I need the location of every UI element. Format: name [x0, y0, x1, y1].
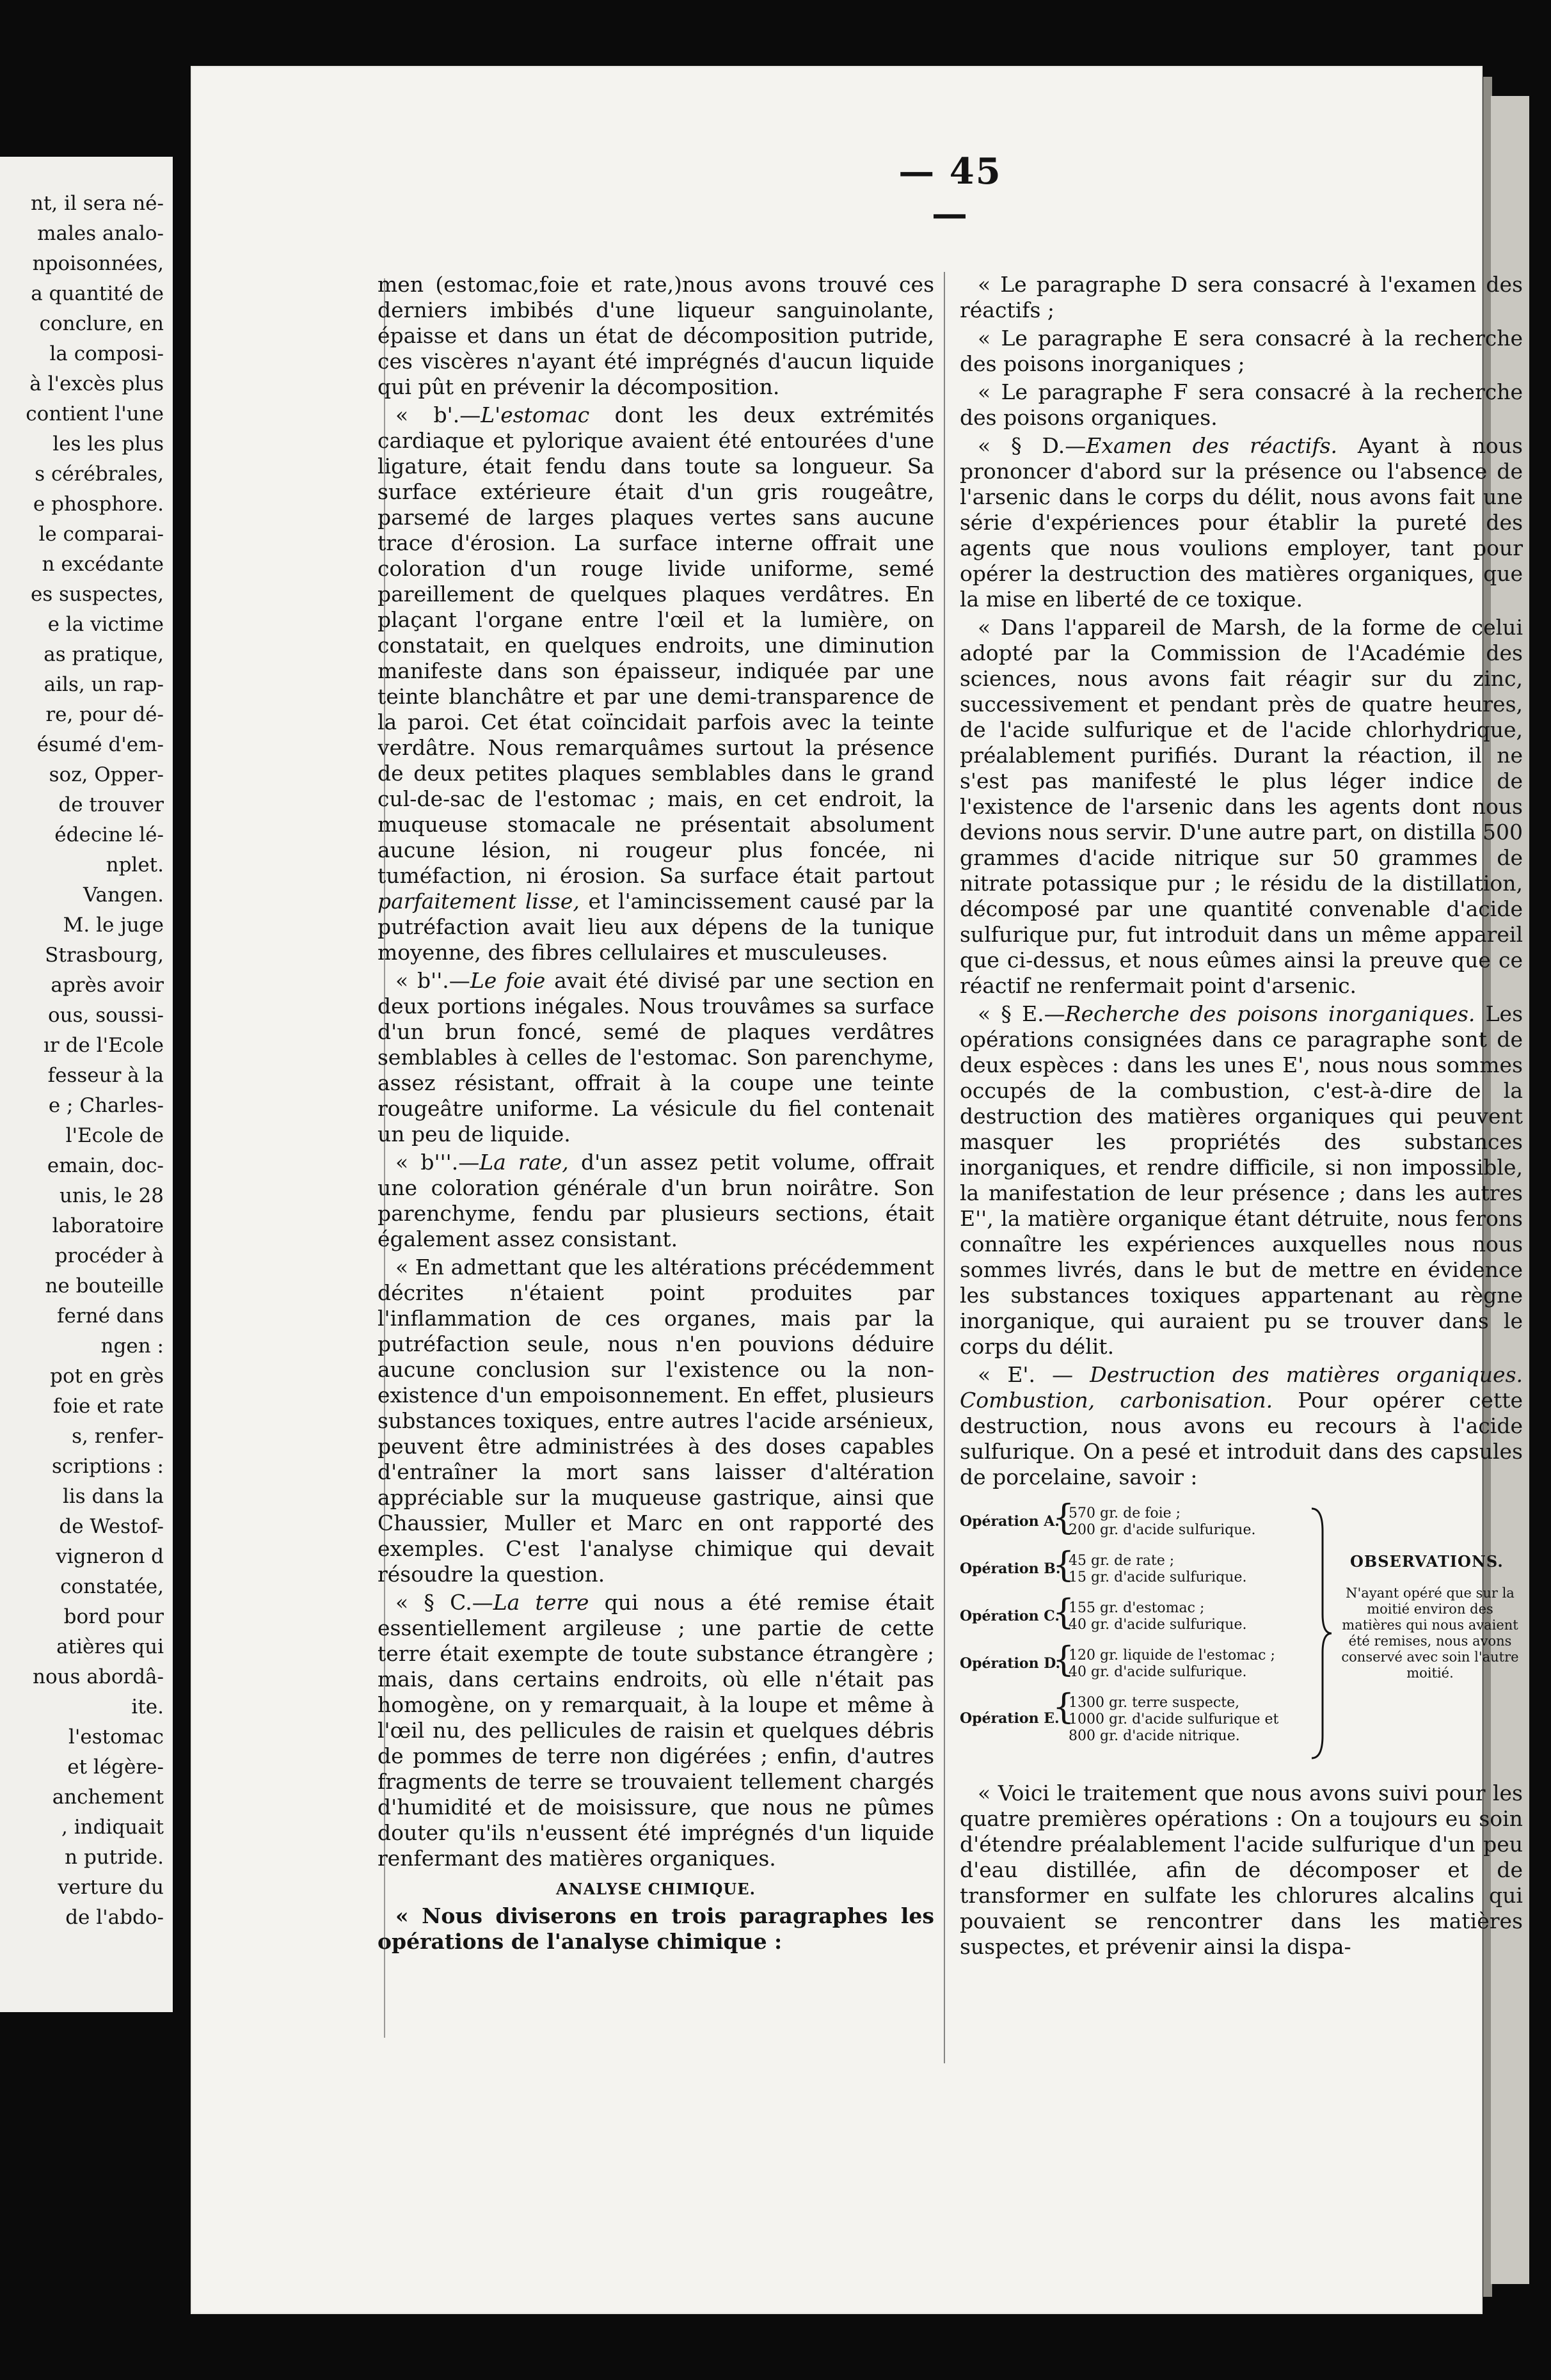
column-rule-center	[944, 272, 945, 2063]
left-fragment-line: fesseur à la	[47, 1064, 164, 1087]
left-fragment-line: conclure, en	[39, 312, 164, 335]
left-fragment-line: foie et rate	[52, 1395, 164, 1418]
left-fragment-line: lis dans la	[62, 1485, 164, 1508]
left-fragment-line: procéder à	[54, 1244, 164, 1267]
paragraph: « E'. — Destruction des matières organiques. Combustion, carbonisation. Pour opérer cette destruction, nous avons eu recours à l'acide sulfurique. On a pesé et introduit dans des capsules de porcelaine, savoir :	[960, 1362, 1523, 1489]
left-fragment-line: , indiquait	[61, 1816, 164, 1839]
operation-quantities	[1069, 1647, 1312, 1681]
left-fragment-line: s cérébrales,	[35, 463, 164, 486]
left-fragment-line: vigneron d	[56, 1545, 164, 1568]
paragraph: « Nous diviserons en trois paragraphes les opérations de l'analyse chimique :	[378, 1903, 934, 1954]
left-fragment-line: soz, Opper-	[49, 763, 164, 786]
right-column	[960, 272, 1523, 1962]
quantity-line: 570 gr. de foie ;	[1069, 1505, 1181, 1521]
paragraph: « En admettant que les altérations précédemment décrites n'étaient point produites par l'inflammation de ces organes, mais par la putréfaction seule, nous n'en pouvions déduire aucune conclusion sur l'existence ou la non-existence d'un empoisonnement. En effet, plusieurs substances toxiques, entre autres l'acide arsénieux, peuvent être administrées à des doses capables d'entraîner la mort sans laisser d'altération appréciable sur la muqueuse gastrique, ainsi que Chaussier, Muller et Marc en ont rapporté des exemples. C'est l'analyse chimique qui devait résoudre la question.	[378, 1255, 934, 1587]
left-fragment-line: contient l'une	[26, 402, 164, 425]
left-fragment-line: M. le juge	[63, 914, 164, 937]
left-fragment-line: npoisonnées,	[32, 252, 164, 275]
left-fragment-line: ite.	[131, 1695, 164, 1718]
left-fragment-line: l'Ecole de	[65, 1124, 164, 1147]
left-fragment-line: Strasbourg,	[45, 944, 164, 967]
left-fragment-line: Vangen.	[83, 884, 164, 907]
left-fragment-line: ır de l'Ecole	[44, 1034, 164, 1057]
operation-quantities	[1069, 1600, 1312, 1633]
paragraph: « § D.—Examen des réactifs. Ayant à nous prononcer d'abord sur la présence ou l'absence de l'arsenic dans le corps du délit, nous avons fait une série d'expériences pour établir la pureté des agents que nous voulions employer, tant pour opérer la destruction des matières organiques, que la mise en liberté de ce toxique.	[960, 433, 1523, 612]
brace-icon: {	[1053, 1544, 1075, 1585]
left-fragment-line: ferné dans	[56, 1305, 164, 1328]
paragraph: men (estomac,foie et rate,)nous avons trouvé ces derniers imbibés d'une liqueur sanguinolante, épaisse et dans un état de décomposition putride, ces viscères n'ayant été imprégnés d'aucun liquide qui pût en prévenir la décomposition.	[378, 272, 934, 399]
brace-icon: {	[1053, 1592, 1075, 1632]
operation-quantities	[1069, 1553, 1312, 1586]
left-fragment-line: ails, un rap-	[44, 673, 164, 696]
left-fragment-line: à l'excès plus	[29, 372, 164, 395]
left-fragment-line: le comparai-	[38, 523, 164, 546]
quantity-line: 40 gr. d'acide sulfurique.	[1069, 1664, 1247, 1680]
left-fragment-line: bord pour	[63, 1605, 164, 1628]
left-fragment-line: l'estomac	[68, 1726, 164, 1749]
quantity-line: 155 gr. d'estomac ;	[1069, 1600, 1205, 1616]
quantity-line: 40 gr. d'acide sulfurique.	[1069, 1617, 1247, 1633]
paragraph: « Dans l'appareil de Marsh, de la forme de celui adopté par la Commission de l'Académie des sciences, nous avons fait réagir sur du zinc, successivement et pendant près de quatre heures, de l'acide sulfurique et de l'acide chlorhydrique, préalablement purifiés. Durant la réaction, il ne s'est pas manifesté le plus léger indice de l'existence de l'arsenic dans les agents dont nous devions nous servir. D'une autre part, on distilla 500 grammes d'acide nitrique sur 50 grammes de nitrate potassique pur ; le résidu de la distillation, décomposé par une quantité convenable d'acide sulfurique pur, fut introduit dans un même appareil que ci-dessus, et nous eûmes ainsi la preuve que ce réactif ne renfermait point d'arsenic.	[960, 615, 1523, 998]
quantity-line: 1000 gr. d'acide sulfurique et	[1069, 1711, 1279, 1727]
left-fragment-line: constatée,	[60, 1575, 164, 1598]
left-fragment-line: es suspectes,	[30, 583, 164, 606]
paragraph: « b''.—Le foie avait été divisé par une section en deux portions inégales. Nous trouvâmes sa surface d'un brun foncé, semé de plaques verdâtres semblables à celles de l'estomac. Son parenchyme, assez résistant, offrait à la coupe une teinte rougeâtre uniforme. La vésicule du fiel contenait un peu de liquide.	[378, 968, 935, 1146]
left-fragment-line: verture du	[58, 1876, 164, 1899]
observations-title: OBSERVATIONS.	[1350, 1552, 1504, 1571]
paragraph: « § E.—Recherche des poisons inorganiques. Les opérations consignées dans ce paragraphe sont de deux espèces : dans les unes E', nous nous sommes occupés de la combustion, c'est-à-dire de la destruction des matières organiques qui peuvent masquer les propriétés des substances inorganiques, et rendre difficile, si non impossible, la manifestation de leur présence ; dans les autres E'', la matière organique étant détruite, nous ferons connaître les expériences auxquelles nous nous sommes livrés, dans le but de mettre en évidence les substances toxiques appartenant au règne inorganique, qui auraient pu se trouver dans le corps du délit.	[960, 1001, 1523, 1359]
closing-brace	[1308, 1505, 1334, 1761]
quantity-line: 120 gr. liquide de l'estomac ;	[1069, 1647, 1275, 1663]
left-fragment-line: les les plus	[52, 432, 164, 456]
left-fragment-line: édecine lé-	[54, 823, 164, 846]
operations-table	[960, 1497, 1523, 1781]
left-fragment-line: n excédante	[42, 553, 164, 576]
left-fragment-line: nplet.	[106, 853, 164, 877]
paragraph: « Le paragraphe E sera consacré à la recherche des poisons inorganiques ;	[960, 326, 1523, 376]
left-fragment-line: de l'abdo-	[65, 1906, 164, 1929]
left-fragment-line: ésumé d'em-	[36, 733, 164, 756]
quantity-line: 15 gr. d'acide sulfurique.	[1069, 1569, 1247, 1585]
left-fragment-line: atières qui	[56, 1635, 164, 1658]
left-fragment-line: nt, il sera né-	[30, 192, 164, 215]
left-fragment-line: a quantité de	[31, 282, 164, 305]
operation-label: Opération E.	[960, 1710, 1060, 1727]
paragraph: « Le paragraphe F sera consacré à la recherche des poisons organiques.	[960, 379, 1523, 430]
operation-quantities	[1069, 1695, 1312, 1745]
brace-icon: {	[1053, 1639, 1075, 1679]
left-fragment-line: après avoir	[51, 974, 164, 997]
left-column	[378, 272, 934, 1957]
paragraph: « b'''.—La rate, d'un assez petit volume, offrait une coloration générale d'un brun noirâtre. Son parenchyme, fendu par plusieurs sections, était également assez consistant.	[378, 1150, 934, 1251]
paragraph: « § C.—La terre qui nous a été remise était essentiellement argileuse ; une partie de cette terre était exempte de toute substance étrangère ; mais, dans certains endroits, où elle n'était pas homogène, on y remarquait, à la loupe et même à l'œil nu, des pellicules de raisin et quelques débris de pommes de terre non digérées ; enfin, d'autres fragments de terre se trouvaient tellement chargés d'humidité et de moisissure, que nous ne pûmes douter qu'ils n'eussent été imprégnés d'un liquide renfermant des matières organiques.	[378, 1590, 934, 1871]
left-fragment-line: e ; Charles-	[48, 1094, 164, 1117]
left-fragment-line: anchement	[52, 1786, 164, 1809]
left-fragment-line: la composi-	[49, 342, 164, 365]
brace-icon: {	[1053, 1686, 1075, 1727]
left-fragment-line: unis, le 28	[59, 1184, 164, 1207]
left-fragment-line: de trouver	[58, 793, 164, 816]
left-fragment-line: et légère-	[67, 1756, 164, 1779]
left-page-fragment	[0, 157, 173, 2012]
left-fragment-line: males analo-	[37, 222, 164, 245]
operation-label: Opération B.	[960, 1560, 1061, 1577]
left-fragment-line: s, renfer-	[72, 1425, 164, 1448]
left-fragment-line: e la victime	[47, 613, 164, 636]
brace-icon: {	[1053, 1497, 1075, 1537]
left-fragment-line: ous, soussi-	[48, 1004, 164, 1027]
paragraph: « Voici le traitement que nous avons suivi pour les quatre premières opérations : On a toujours eu soin d'étendre préalablement l'acide sulfurique d'un peu d'eau distillée, afin de décomposer et de transformer en sulfate les chlorures alcalins qui pouvaient se rencontrer dans les matières suspectes, et prévenir ainsi la dispa-	[960, 1781, 1523, 1959]
left-fragment-line: scriptions :	[51, 1455, 164, 1478]
left-fragment-line: pot en grès	[50, 1365, 164, 1388]
left-fragment-line: as pratique,	[44, 643, 164, 666]
quantity-line: 200 gr. d'acide sulfurique.	[1069, 1522, 1256, 1538]
paragraph: « b'.—L'estomac dont les deux extrémités cardiaque et pylorique avaient été entourées d'une ligature, était fendu dans toute sa longueur. Sa surface extérieure était d'un gris rougeâtre, parsemé de larges plaques vertes sans aucune trace d'érosion. La surface interne offrait une coloration d'un rouge livide uniforme, semé pareillement de quelques plaques verdâtres. En plaçant l'organe entre l'œil et la lumière, on constatait, en quelques endroits, une diminution manifeste dans son épaisseur, indiquée par une teinte blanchâtre et par une demi-transparence de la paroi. Cet état coïncidait parfois avec la teinte verdâtre. Nous remarquâmes surtout la présence de deux petites plaques semblables dans le grand cul-de-sac de l'estomac ; mais, en cet endroit, la muqueuse stomacale ne présentait absolument aucune lésion, ni rougeur plus foncée, ni tuméfaction, ni érosion. Sa surface était partout parfaitement lisse, et l'amincissement causé par la putréfaction avait lieu aux dépens de la tunique moyenne, des fibres cellulaires et musculeuses.	[378, 402, 934, 965]
left-fragment-line: ngen :	[100, 1335, 164, 1358]
left-fragment-line: re, pour dé-	[45, 703, 164, 726]
left-fragment-line: laboratoire	[52, 1214, 164, 1237]
operation-label: Opération C.	[960, 1608, 1060, 1624]
section-heading: ANALYSE CHIMIQUE.	[556, 1880, 756, 1898]
quantity-line: 1300 gr. terre suspecte,	[1069, 1695, 1240, 1711]
observations-text: N'ayant opéré que sur la moitié environ des matières qui nous avaient été remises, nous avons conservé avec soin l'autre moitié.	[1341, 1585, 1519, 1681]
operation-label: Opération A.	[960, 1513, 1060, 1530]
left-fragment-line: de Westof-	[59, 1515, 164, 1538]
left-fragment-line: n putride.	[65, 1846, 164, 1869]
main-page	[192, 67, 1523, 2313]
left-fragment-line: emain, doc-	[47, 1154, 164, 1177]
left-fragment-line: e phosphore.	[33, 493, 164, 516]
left-fragment-line: ne bouteille	[45, 1274, 164, 1297]
quantity-line: 45 gr. de rate ;	[1069, 1553, 1175, 1569]
operation-quantities	[1069, 1505, 1312, 1539]
operation-label: Opération D.	[960, 1655, 1061, 1672]
quantity-line: 800 gr. d'acide nitrique.	[1069, 1728, 1240, 1744]
paragraph: « Le paragraphe D sera consacré à l'examen des réactifs ;	[960, 272, 1523, 322]
left-fragment-line: nous abordâ-	[33, 1665, 164, 1688]
page-number: — 45 —	[898, 150, 1002, 235]
